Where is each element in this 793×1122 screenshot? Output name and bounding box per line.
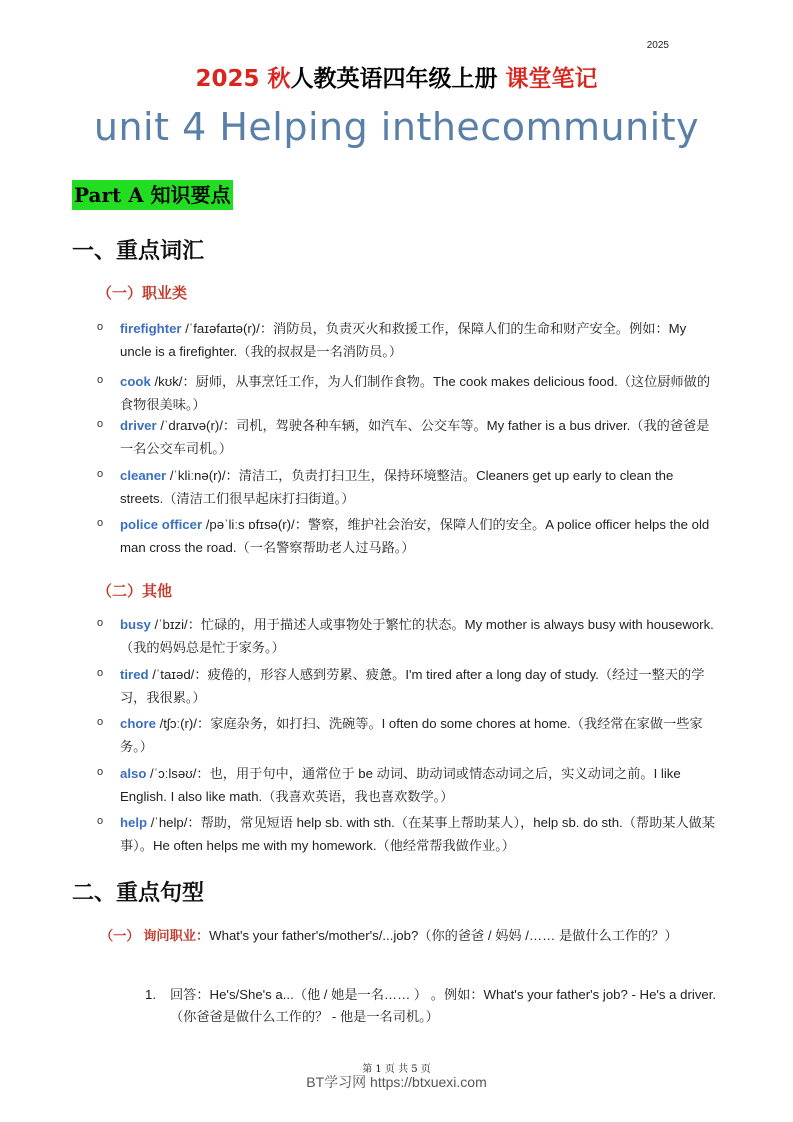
vocab-word: busy (120, 617, 151, 632)
sub2-heading: （二）其他 (97, 582, 173, 600)
bullet-icon: o (97, 468, 104, 480)
title-suffix: 课堂笔记 (505, 66, 598, 92)
sentence-pattern (100, 926, 725, 946)
vocab-word: also (120, 766, 147, 781)
vocab-word: cleaner (120, 468, 167, 483)
vocab-definition: /ˈkliːnə(r)/：清洁工，负责打扫卫生，保持环境整洁。Cleaners get up early to clean the streets.（清洁工们很早起床打扫街道。） (120, 468, 674, 506)
vocab-definition: /ˈdraɪvə(r)/：司机，驾驶各种车辆，如汽车、公交车等。My father is a bus driver.（我的爸爸是一名公交车司机。） (120, 418, 710, 456)
page-number: 第 1 页 共 5 页 (362, 1064, 431, 1075)
vocab-word: police officer (120, 517, 203, 532)
list-item-text (120, 664, 720, 709)
answer-number: 1. (145, 987, 156, 1002)
bullet-icon: o (97, 517, 104, 529)
list-item-text (120, 763, 720, 808)
vocab-word: chore (120, 716, 156, 731)
bullet-icon: o (97, 766, 104, 778)
bullet-icon: o (97, 667, 104, 679)
list-item-text (120, 713, 720, 758)
list-item-text (120, 371, 720, 416)
pattern-label: （一） 询问职业： (100, 928, 210, 943)
vocab-definition: /ˈbɪzi/：忙碌的，用于描述人或事物处于繁忙的状态。My mother is always busy with housework.（我的妈妈总是忙于家务。） (120, 617, 714, 655)
list-item-text (120, 465, 720, 510)
vocab-definition: /ˈtaɪəd/：疲倦的，形容人感到劳累、疲惫。I'm tired after a long day of study.（经过一整天的学习，我很累。） (120, 667, 705, 705)
section2-heading: 二、重点句型 (72, 880, 205, 906)
vocab-word: driver (120, 418, 157, 433)
vocab-definition: /tʃɔː(r)/：家庭杂务，如打扫、洗碗等。I often do some chores at home.（我经常在家做一些家务。） (120, 716, 703, 754)
sub1-heading: （一）职业类 (97, 284, 188, 302)
bullet-icon: o (97, 418, 104, 430)
vocab-definition: /pəˈliːs ɒfɪsə(r)/：警察，维护社会治安，保障人们的安全。A police officer helps the old man cross the road.（一名警察帮助老人过马路。） (120, 517, 710, 555)
vocab-word: cook (120, 374, 151, 389)
section1-heading: 一、重点词汇 (72, 238, 205, 264)
list-item-text (120, 514, 720, 559)
unit-title: unit 4 Helping inthecommunity (93, 105, 700, 149)
vocab-word: help (120, 815, 148, 830)
list-item-text (120, 415, 720, 460)
answer-text: 回答：He's/She's a...（他 / 她是一名…… ） 。例如：What's your father's job? - He's a driver.（你爸爸是做什么工作的？ - 他是一名司机。） (170, 987, 717, 1024)
bullet-icon: o (97, 815, 104, 827)
footer-site: BT学习网 https://btxuexi.com (306, 1074, 487, 1090)
bullet-icon: o (97, 321, 104, 333)
title-prefix: 2025 秋 (195, 66, 291, 92)
vocab-word: firefighter (120, 321, 182, 336)
list-item-text (120, 318, 720, 363)
bullet-icon: o (97, 374, 104, 386)
vocab-definition: /kʊk/：厨师，从事烹饪工作，为人们制作食物。The cook makes delicious food.（这位厨师做的食物很美味。） (120, 374, 711, 412)
bullet-icon: o (97, 617, 104, 629)
vocab-definition: /ˈɔːlsəʊ/：也，用于句中，通常位于 be 动词、助动词或情态动词之后，实义动词之前。I like English. I also like math.（我喜欢英语，我也喜欢数学。） (120, 766, 681, 804)
document-title (0, 60, 793, 93)
title-middle: 人教英语四年级上册 (290, 66, 506, 92)
vocab-definition: /ˈfaɪəfaɪtə(r)/：消防员，负责灭火和救援工作，保障人们的生命和财产安全。例如：My uncle is a firefighter.（我的叔叔是一名消防员。） (120, 321, 687, 359)
list-item-text (120, 614, 720, 659)
bullet-icon: o (97, 716, 104, 728)
part-a-heading: Part A 知识要点 (72, 180, 233, 210)
pattern-text: What's your father's/mother's/...job?（你的爸爸 / 妈妈 /…… 是做什么工作的？） (209, 928, 678, 943)
vocab-word: tired (120, 667, 149, 682)
header-year: 2025 (646, 40, 669, 51)
list-item-text (120, 812, 720, 857)
vocab-definition: /ˈhelp/：帮助，常见短语 help sb. with sth.（在某事上帮助某人），help sb. do sth.（帮助某人做某事）。He often helps me with my homework.（他经常帮我做作业。） (120, 815, 716, 853)
